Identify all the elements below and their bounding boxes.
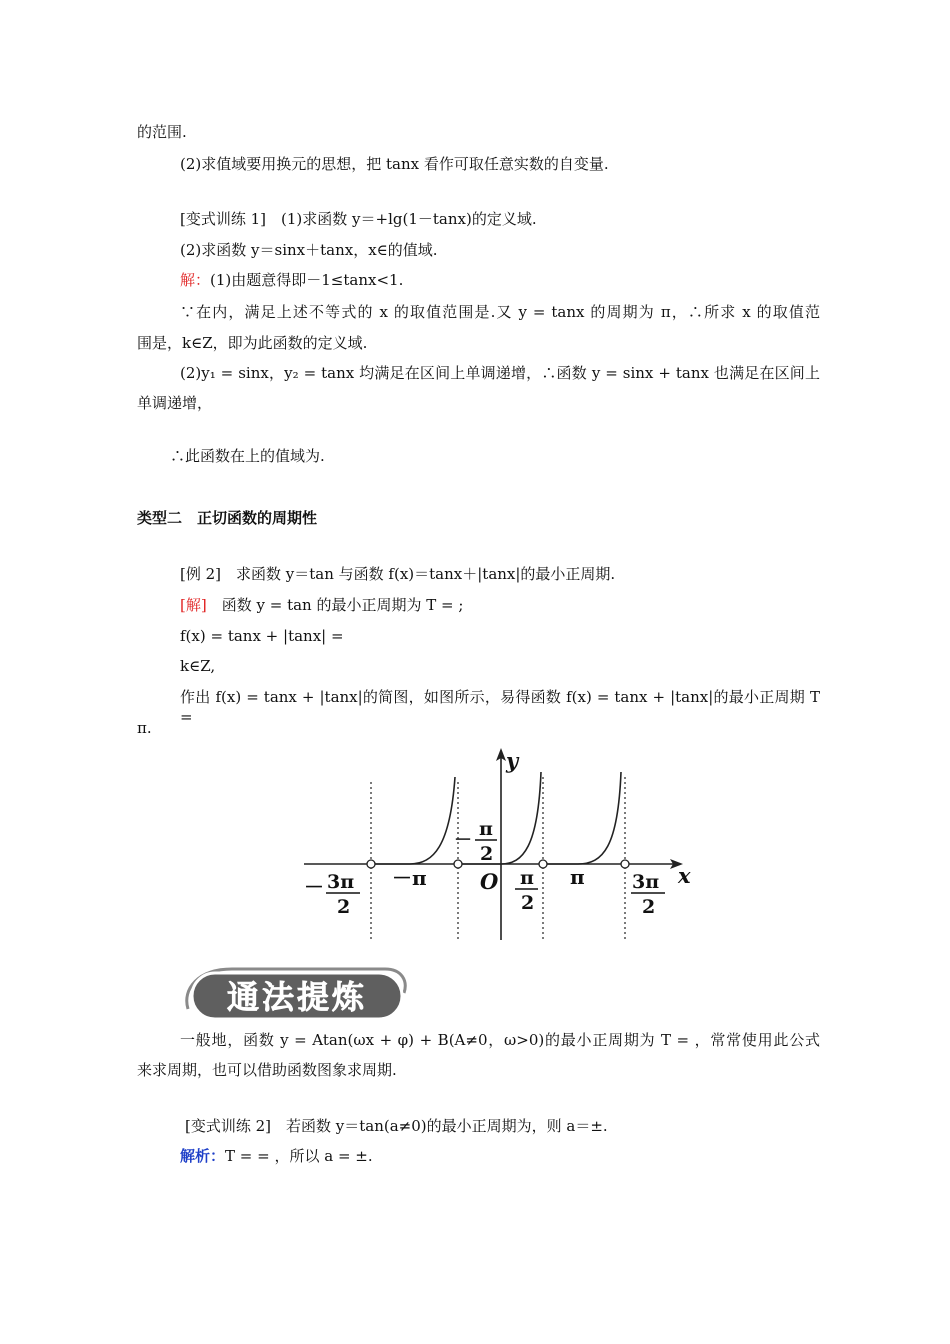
text-line: 来求周期，也可以借助函数图象求周期.: [137, 1061, 397, 1079]
tick-numerator: π: [479, 818, 493, 840]
example-title: [例 2] 求函数 y＝tan 与函数 f(x)＝tanx＋|tanx|的最小正周期.: [180, 565, 616, 583]
solution-line: [180, 270, 820, 290]
function-curve: [375, 772, 621, 864]
tick-numerator: 3π: [327, 871, 355, 893]
text-line: f(x) = tanx + |tanx| =: [180, 627, 344, 645]
curve-branch: [547, 772, 621, 864]
text-line: 围是，k∈Z，即为此函数的定义域.: [137, 334, 368, 352]
tick-denominator: 2: [521, 892, 535, 914]
open-point: [621, 860, 629, 868]
solution-line: [180, 595, 820, 615]
exercise-title: [变式训练 1] (1)求函数 y＝+lg(1－tanx)的定义域.: [180, 210, 537, 228]
exercise-title: [变式训练 2] 若函数 y＝tan(a≠0)的最小正周期为，则 a＝±.: [185, 1117, 608, 1135]
open-point: [454, 860, 462, 868]
text-line: (2)y₁ = sinx，y₂ = tanx 均满足在区间上单调递增，∴函数 y = sinx + tanx 也满足在区间上: [180, 364, 820, 382]
text-line: ∴此函数在上的值域为.: [170, 447, 325, 465]
solution-text: 函数 y = tan 的最小正周期为 T = ;: [206, 596, 464, 614]
method-summary-badge: [180, 963, 410, 1025]
text-line: π.: [137, 719, 152, 737]
text-line: 的范围.: [137, 123, 187, 141]
tick-minus-sign: －: [304, 875, 324, 899]
tick-numerator: 3π: [632, 871, 660, 893]
tick-minus-sign: －: [454, 830, 472, 851]
asymptotes: [371, 777, 625, 939]
tick-label-neg-pi: －π: [392, 866, 427, 890]
text-line: 单调递增，: [137, 394, 213, 412]
solution-label: [解]: [180, 596, 207, 614]
tick-denominator: 2: [337, 896, 351, 918]
solution-text: (1)由题意得即－1≤tanx<1.: [210, 271, 404, 289]
tick-denominator: 2: [642, 896, 656, 918]
curve-branch: [375, 777, 455, 864]
solution-line: [180, 1146, 820, 1166]
tan-graph-figure: [298, 742, 698, 942]
y-axis-label: y: [506, 748, 519, 773]
text-line: k∈Z,: [180, 657, 216, 675]
tick-denominator: 2: [480, 843, 494, 865]
open-point: [367, 860, 375, 868]
open-point: [539, 860, 547, 868]
text-line: 一般地，函数 y = Atan(ωx + φ) + B(A≠0，ω>0)的最小正周期为 T = ，常常使用此公式: [180, 1031, 820, 1049]
solution-label: 解：: [180, 271, 211, 289]
exercise-question: (2)求函数 y＝sinx＋tanx，x∈的值域.: [180, 241, 438, 259]
tick-numerator: π: [520, 867, 534, 889]
x-axis-label: x: [678, 863, 691, 888]
badge-text: 通法提炼: [226, 978, 368, 1016]
solution-text: T = = ，所以 a = ±.: [225, 1147, 373, 1165]
text-line: (2)求值域要用换元的思想，把 tanx 看作可取任意实数的自变量.: [180, 155, 609, 173]
text-line: ∵在内，满足上述不等式的 x 的取值范围是.又 y = tanx 的周期为 π，∴所求 x 的取值范: [180, 303, 820, 321]
text-line: 作出 f(x) = tanx + |tanx|的简图，如图所示，易得函数 f(x) = tanx + |tanx|的最小正周期 T =: [180, 688, 820, 726]
section-heading: 类型二 正切函数的周期性: [137, 509, 318, 527]
solution-label: 解析：: [180, 1147, 226, 1165]
tick-label-pi: π: [570, 865, 585, 889]
origin-label: O: [480, 869, 499, 894]
